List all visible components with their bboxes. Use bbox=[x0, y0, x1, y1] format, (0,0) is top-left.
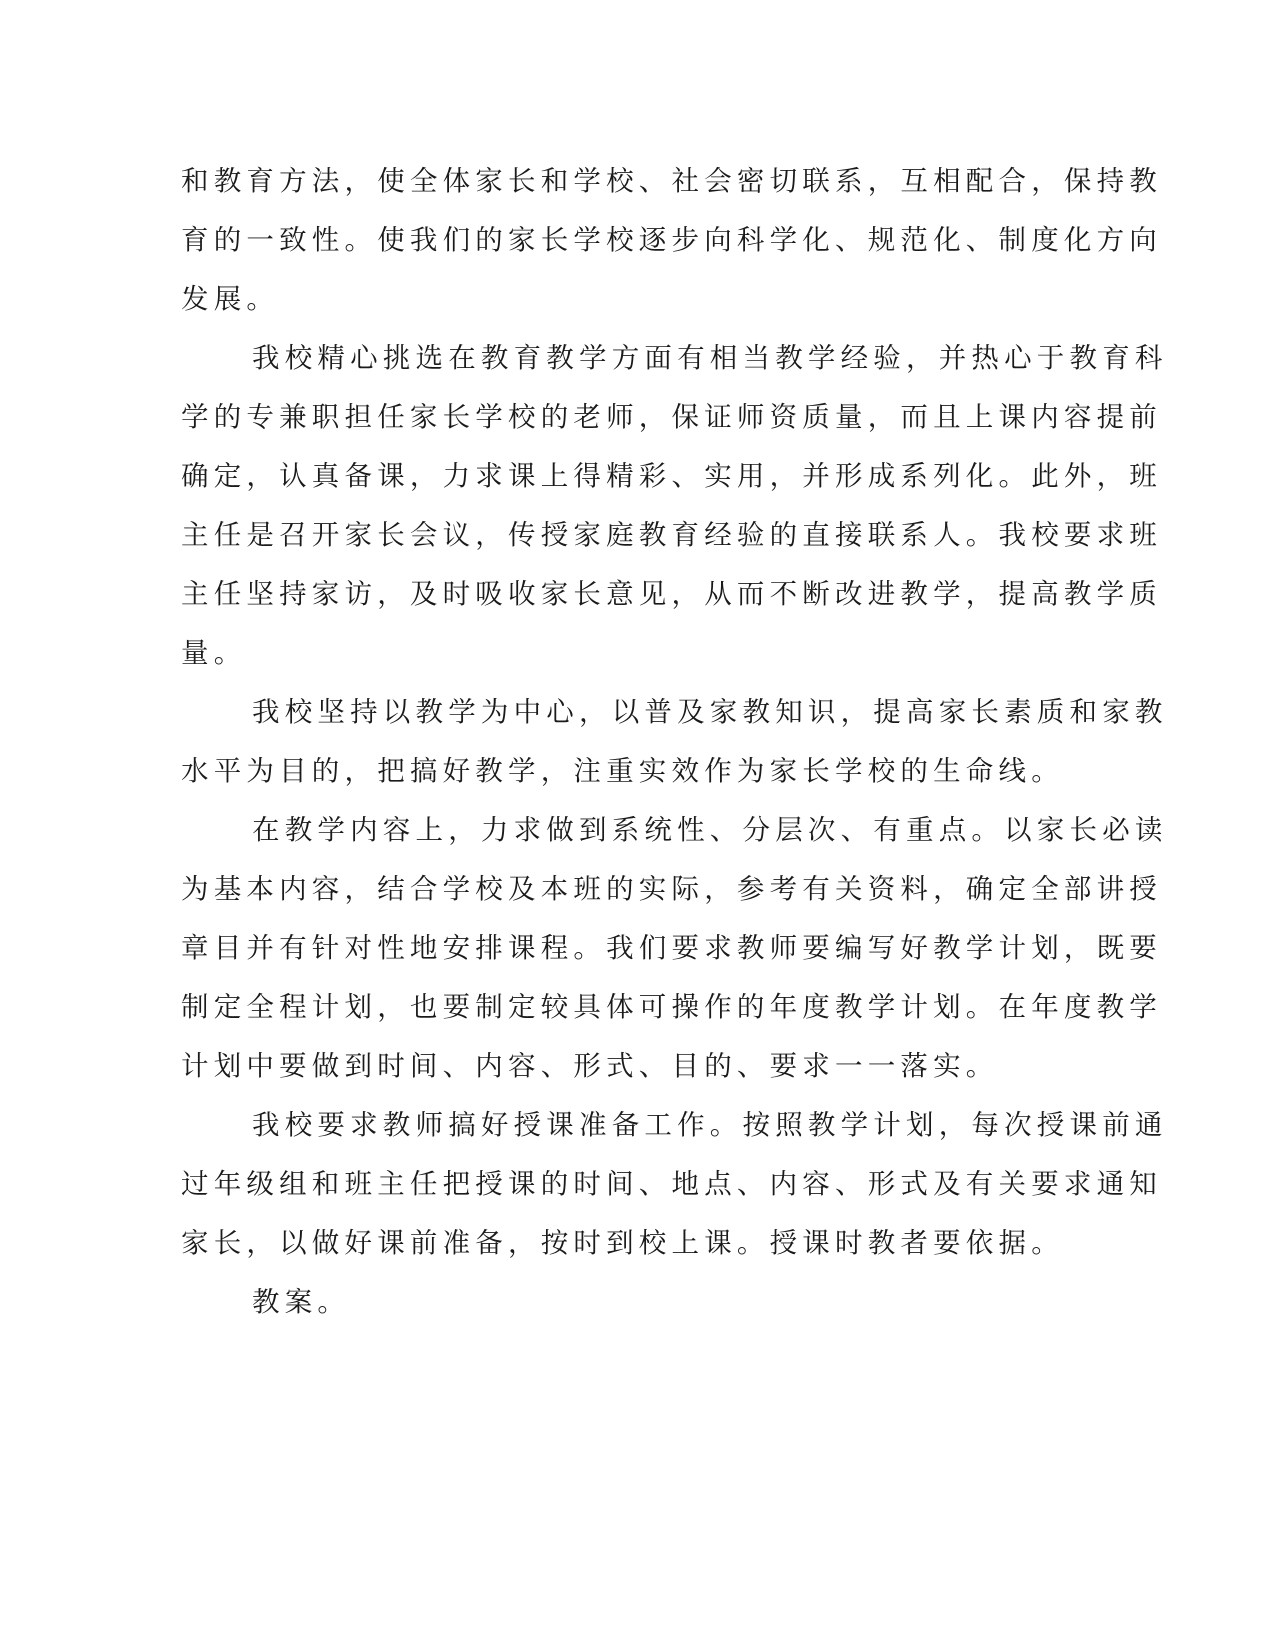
text-line: 家长，以做好课前准备，按时到校上课。授课时教者要依据。 bbox=[181, 1227, 1064, 1259]
text-line: 水平为目的，把搞好教学，注重实效作为家长学校的生命线。 bbox=[181, 755, 1064, 787]
text-line: 过年级组和班主任把授课的时间、地点、内容、形式及有关要求通知 bbox=[181, 1168, 1162, 1200]
text-line: 为基本内容，结合学校及本班的实际，参考有关资料，确定全部讲授 bbox=[181, 873, 1162, 905]
text-line: 主任坚持家访，及时吸收家长意见，从而不断改进教学，提高教学质 bbox=[181, 578, 1162, 610]
text-line: 章目并有针对性地安排课程。我们要求教师要编写好教学计划，既要 bbox=[181, 932, 1162, 964]
paragraph-first-line: 我校精心挑选在教育教学方面有相当教学经验，并热心于教育科 bbox=[252, 342, 1168, 374]
paragraph-first-line: 在教学内容上，力求做到系统性、分层次、有重点。以家长必读 bbox=[252, 814, 1168, 846]
text-line: 主任是召开家长会议，传授家庭教育经验的直接联系人。我校要求班 bbox=[181, 519, 1162, 551]
text-line: 和教育方法，使全体家长和学校、社会密切联系，互相配合，保持教 bbox=[181, 165, 1162, 197]
text-line: 育的一致性。使我们的家长学校逐步向科学化、规范化、制度化方向 bbox=[181, 224, 1162, 256]
document-body bbox=[181, 160, 1168, 1340]
paragraph-first-line: 我校要求教师搞好授课准备工作。按照教学计划，每次授课前通 bbox=[252, 1109, 1168, 1141]
text-line: 发展。 bbox=[181, 283, 280, 315]
text-line: 确定，认真备课，力求课上得精彩、实用，并形成系列化。此外，班 bbox=[181, 460, 1162, 492]
paragraph-first-line: 教案。 bbox=[252, 1286, 351, 1318]
text-line: 学的专兼职担任家长学校的老师，保证师资质量，而且上课内容提前 bbox=[181, 401, 1162, 433]
paragraph-first-line: 我校坚持以教学为中心，以普及家教知识，提高家长素质和家教 bbox=[252, 696, 1168, 728]
text-line: 计划中要做到时间、内容、形式、目的、要求一一落实。 bbox=[181, 1050, 999, 1082]
text-line: 制定全程计划，也要制定较具体可操作的年度教学计划。在年度教学 bbox=[181, 991, 1162, 1023]
text-line: 量。 bbox=[181, 637, 247, 669]
